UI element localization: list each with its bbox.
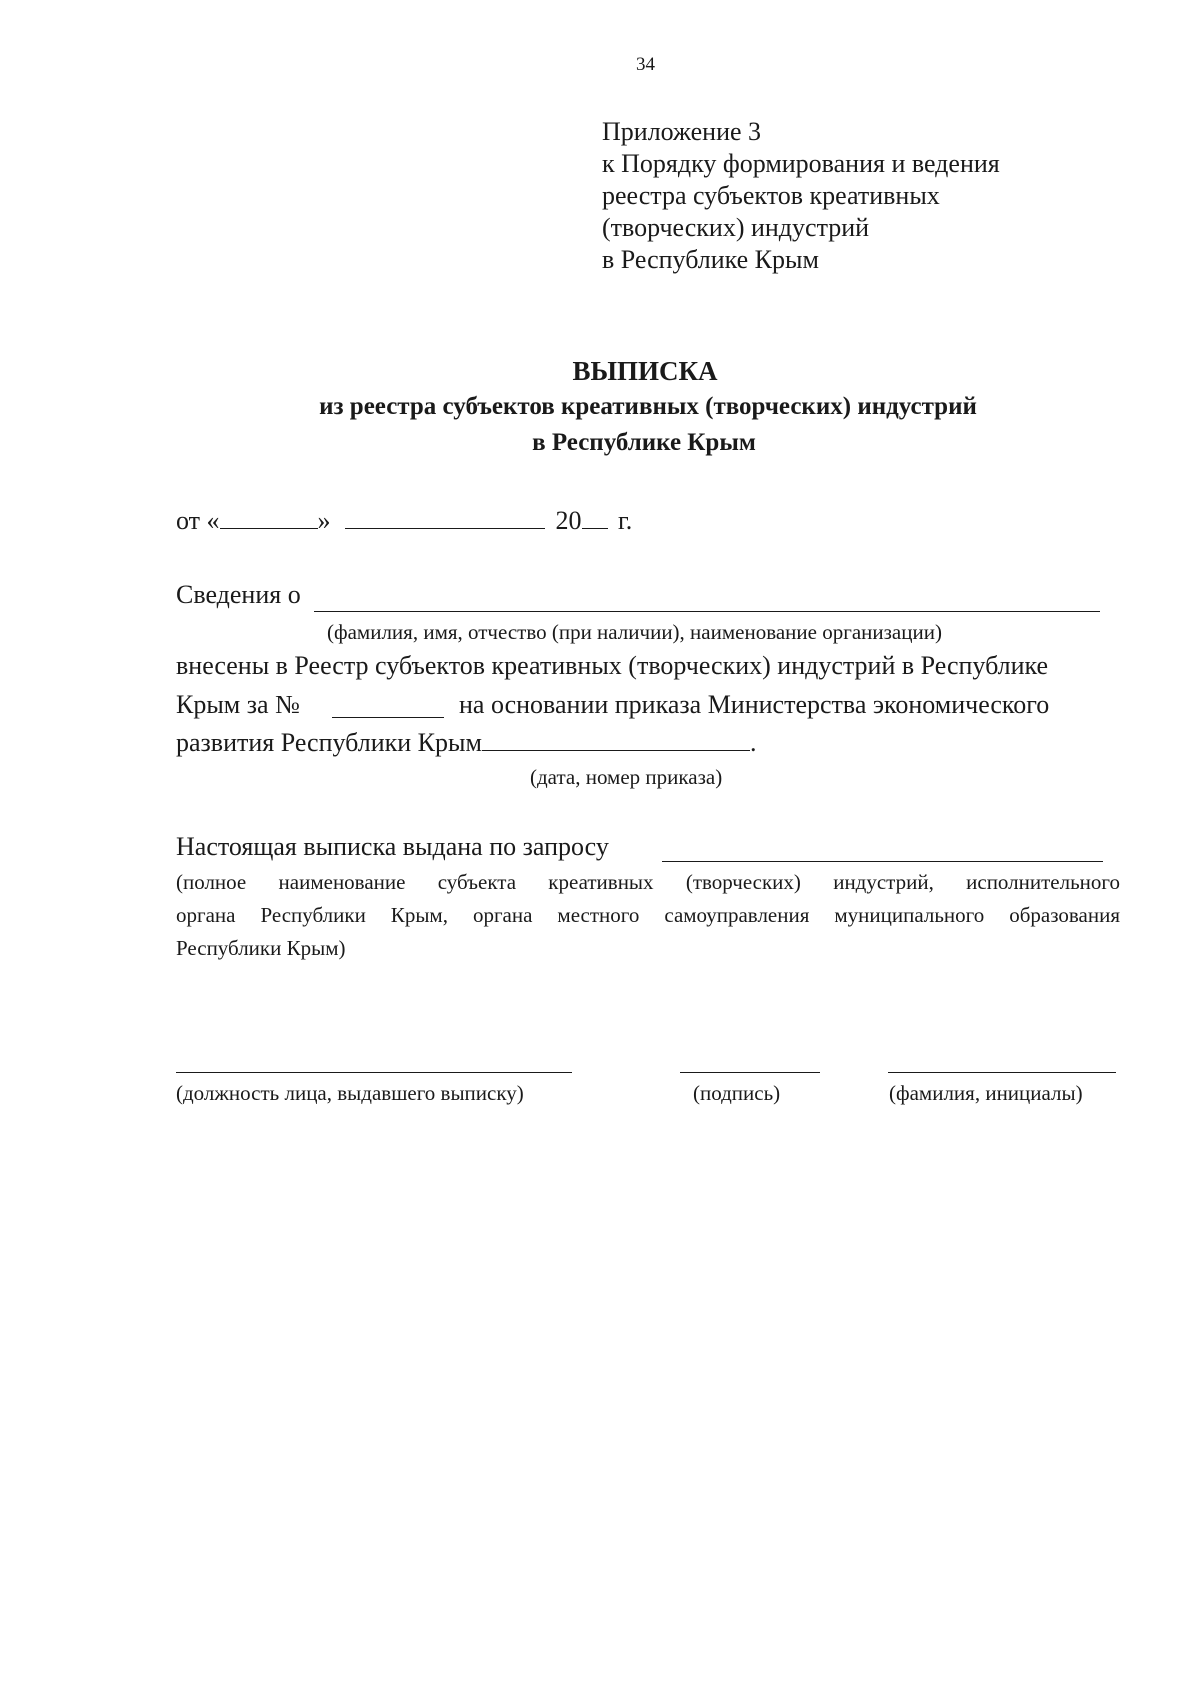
appendix-line: к Порядку формирования и ведения [602,149,1000,178]
info-text: . [749,728,757,757]
name-caption: (фамилия, инициалы) [889,1081,1083,1105]
register-number-label: Крым за № [176,690,300,719]
appendix-header [602,116,1000,276]
appendix-line: в Республике Крым [602,245,819,274]
order-caption: (дата, номер приказа) [530,765,723,789]
signature-field[interactable] [680,1072,820,1073]
order-field[interactable] [482,728,750,751]
request-caption-line: органа Республики Крым, органа местного самоуправления муниципального образования [176,903,1120,927]
day-field[interactable] [220,506,318,529]
date-line [176,506,632,536]
info-text-line [176,728,756,758]
appendix-line: Приложение 3 [602,117,762,146]
signature-caption: (подпись) [693,1081,781,1105]
title-subtitle: из реестра субъектов креативных (творческих) индустрий [319,393,977,420]
request-caption-line: (полное наименование субъекта креативных (творческих) индустрий, исполнительного [176,870,1120,894]
date-suffix: г. [618,506,633,535]
requester-field[interactable] [662,861,1103,862]
info-label: Сведения о [176,580,301,609]
name-field[interactable] [888,1072,1116,1073]
month-field[interactable] [345,506,545,529]
request-label: Настоящая выписка выдана по запросу [176,832,609,861]
request-caption-line: Республики Крым) [176,936,346,960]
register-number-field[interactable] [332,717,444,718]
title-main: ВЫПИСКА [572,356,718,386]
appendix-line: реестра субъектов креативных [602,181,940,210]
info-text-line: внесены в Реестр субъектов креативных (творческих) индустрий в Республике [176,651,1049,680]
position-caption: (должность лица, выдавшего выписку) [176,1081,524,1105]
subject-name-field[interactable] [314,611,1100,612]
appendix-line: (творческих) индустрий [602,213,870,242]
info-text: развития Республики Крым [176,728,482,757]
date-quote-close: » [317,506,331,535]
year-prefix: 20 [555,506,582,535]
title-subtitle: в Республике Крым [532,429,756,456]
info-text-line: на основании приказа Министерства экономического [459,690,1050,719]
date-prefix: от « [176,506,220,535]
year-field[interactable] [582,506,608,529]
subject-caption: (фамилия, имя, отчество (при наличии), наименование организации) [327,620,942,644]
document-title [0,353,1200,461]
position-field[interactable] [176,1072,572,1073]
page-number: 34 [636,54,655,75]
